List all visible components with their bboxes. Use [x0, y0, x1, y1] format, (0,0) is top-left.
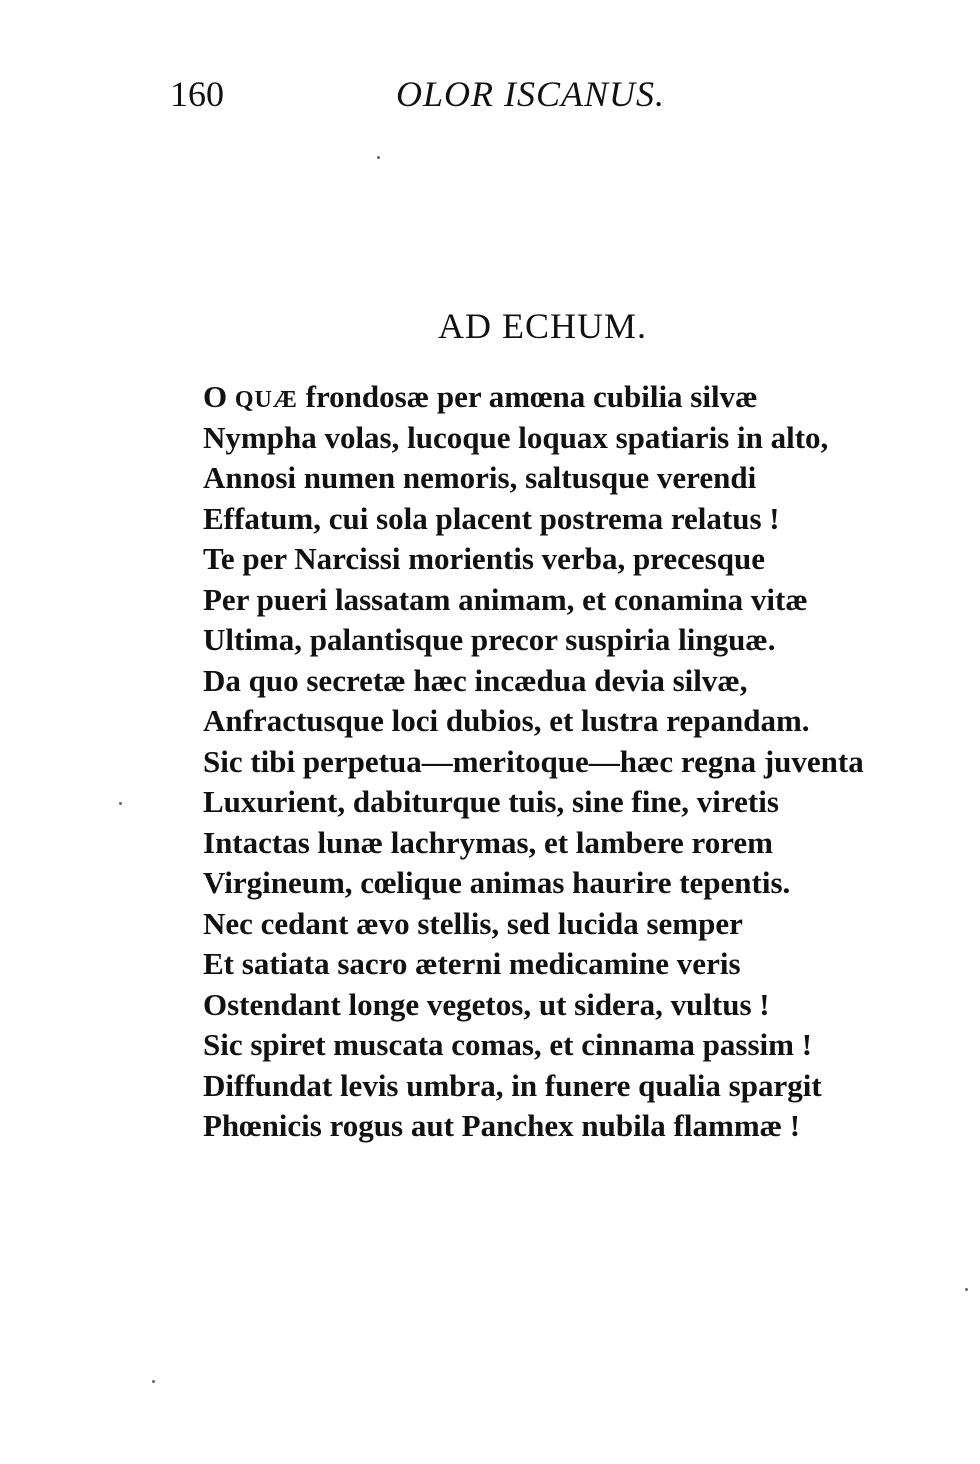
poem-line: Intactas lunæ lachrymas, et lambere rorem [203, 824, 773, 860]
poem-line: Et satiata sacro æterni medicamine veris [203, 946, 741, 981]
poem-line: Per pueri lassatam animam, et conamina vitæ [203, 581, 808, 617]
poem-line: Sic spiret muscata comas, et cinnama passim ! [203, 1027, 813, 1062]
page-number: 160 [170, 74, 224, 114]
poem-line: Luxurient, dabiturque tuis, sine fine, viretis [203, 784, 779, 819]
small-caps-opening: QUÆ [234, 387, 298, 413]
poem-line: Nympha volas, lucoque loquax spatiaris in alto, [203, 419, 829, 455]
print-speck [965, 1288, 968, 1291]
print-speck [377, 156, 380, 159]
poem-line: Te per Narcissi morientis verba, precesque [203, 541, 765, 576]
poem-title: AD ECHUM. [438, 306, 648, 346]
poem-line: Effatum, cui sola placent postrema relatus ! [203, 500, 780, 536]
poem-line: Nec cedant ævo stellis, sed lucida semper [203, 905, 743, 941]
poem-line: Virgineum, cœlique animas haurire tepentis. [203, 865, 791, 900]
poem-line: Phœnicis rogus aut Panchex nubila flammæ ! [203, 1108, 801, 1143]
poem-line-1 [203, 377, 943, 418]
line-lead: O [203, 379, 235, 414]
poem-line: Ultima, palantisque precor suspiria linguæ. [203, 622, 776, 657]
running-title: OLOR ISCANUS. [396, 74, 666, 114]
poem-line: Da quo secretæ hæc incædua devia silvæ, [203, 662, 748, 698]
print-speck [152, 1380, 155, 1383]
poem-line: Diffundat levis umbra, in funere qualia spargit [203, 1067, 822, 1103]
poem-line: Sic tibi perpetua—meritoque—hæc regna juventa [203, 743, 864, 779]
poem-body [203, 377, 943, 1147]
line-rest: frondosæ per amœna cubilia silvæ [297, 379, 758, 414]
poem-line: Anfractusque loci dubios, et lustra repandam. [203, 703, 810, 738]
poem-line: Ostendant longe vegetos, ut sidera, vultus ! [203, 986, 770, 1022]
print-speck [119, 802, 122, 805]
poem-line: Annosi numen nemoris, saltusque verendi [203, 460, 757, 495]
